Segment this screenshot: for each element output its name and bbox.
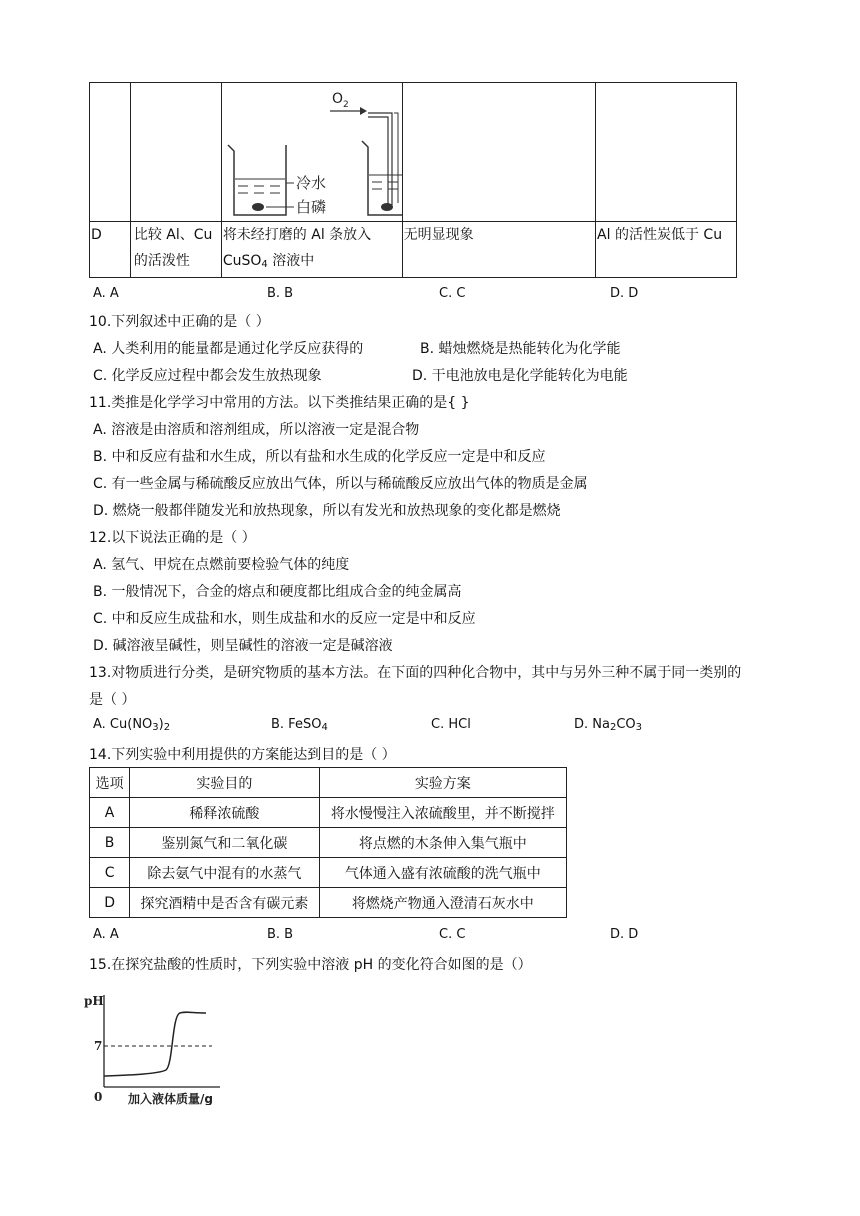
- q9-method-cell: 将未经打磨的 Al 条放入 CuSO$_4$ 溶液中: [221, 222, 402, 278]
- beaker-right: [362, 141, 402, 215]
- oxygen-tube: [368, 113, 392, 205]
- q9-option-cell: D: [90, 222, 131, 278]
- table-row: [90, 798, 567, 828]
- q11-option-a: A. 溶液是由溶质和溶剂组成，所以溶液一定是混合物: [93, 422, 420, 438]
- q9-figure-cell: [221, 83, 402, 222]
- q11-option-d: D. 燃烧一般都伴随发光和放热现象，所以有发光和放热现象的变化都是燃烧: [93, 503, 561, 519]
- graph-origin: 0: [94, 1090, 103, 1104]
- q9-table: [89, 82, 737, 278]
- table-header-cell: 实验目的: [130, 768, 319, 798]
- graph-y-tick-7: 7: [94, 1039, 103, 1053]
- q14-option-c: C. C: [439, 927, 466, 942]
- q13-option-b: B. FeSO$_4$: [271, 717, 328, 733]
- table-cell: 鉴别氮气和二氧化碳: [130, 828, 319, 858]
- q10-option-d: D. 干电池放电是化学能转化为电能: [412, 368, 628, 384]
- table-cell: C: [90, 858, 130, 888]
- table-cell: 除去氨气中混有的水蒸气: [130, 858, 319, 888]
- table-cell: 将点燃的木条伸入集气瓶中: [319, 828, 566, 858]
- table-row: [90, 828, 567, 858]
- q11-stem: 11.类推是化学学习中常用的方法。以下类推结果正确的是{ }: [89, 395, 470, 411]
- table-row: [90, 858, 567, 888]
- q12-option-a: A. 氢气、甲烷在点燃前要检验气体的纯度: [93, 557, 350, 573]
- q14-option-d: D. D: [610, 927, 639, 942]
- table-cell: B: [90, 828, 130, 858]
- q14-table: [89, 767, 567, 918]
- table-header-row: [90, 768, 567, 798]
- q15-stem: 15.在探究盐酸的性质时，下列实验中溶液 pH 的变化符合如图的是（）: [89, 957, 532, 973]
- cold-water-label: 冷水: [295, 174, 326, 192]
- ph-curve: [104, 1012, 206, 1076]
- q9-option-c: C. C: [439, 286, 466, 301]
- q9-cell-empty: [130, 83, 221, 222]
- q12-option-b: B. 一般情况下，合金的熔点和硬度都比组成合金的纯金属高: [93, 584, 462, 600]
- q10-option-a: A. 人类利用的能量都是通过化学反应获得的: [93, 341, 364, 357]
- q9-option-b: B. B: [267, 286, 294, 301]
- q9-conclusion-cell: Al 的活性炭低于 Cu: [596, 222, 737, 278]
- q9-cell-empty: [596, 83, 737, 222]
- q13-stem-line2: 是（ ）: [89, 692, 136, 708]
- q13-option-c: C. HCl: [431, 717, 471, 732]
- table-cell: 将水慢慢注入浓硫酸里，并不断搅拌: [319, 798, 566, 828]
- q14-option-a: A. A: [93, 927, 119, 942]
- ph-curve-graph: [80, 985, 230, 1105]
- q12-option-d: D. 碱溶液呈碱性，则呈碱性的溶液一定是碱溶液: [93, 638, 393, 654]
- q13-stem-line1: 13.对物质进行分类，是研究物质的基本方法。在下面的四种化合物中，其中与另外三种不属于同一类别的: [89, 665, 742, 681]
- table-cell: 将燃烧产物通入澄清石灰水中: [319, 888, 566, 918]
- q9-option-a: A. A: [93, 286, 119, 301]
- q12-stem: 12.以下说法正确的是（ ）: [89, 530, 256, 546]
- q13-option-a: A. $Cu(NO_3)_2$: [93, 717, 171, 733]
- o2-label: $O_2$: [331, 91, 349, 110]
- q9-cell-empty: [402, 83, 595, 222]
- q10-option-b: B. 蜡烛燃烧是热能转化为化学能: [420, 341, 621, 357]
- q11-option-b: B. 中和反应有盐和水生成，所以有盐和水生成的化学反应一定是中和反应: [93, 449, 546, 465]
- graph-y-label: pH: [84, 994, 104, 1008]
- q14-stem: 14.下列实验中利用提供的方案能达到目的是（ ）: [89, 747, 396, 763]
- white-phosphorus-right: [381, 203, 393, 211]
- q9-cell-empty: [90, 83, 131, 222]
- q12-option-c: C. 中和反应生成盐和水，则生成盐和水的反应一定是中和反应: [93, 611, 476, 627]
- q9-option-d: D. D: [610, 286, 639, 301]
- phosphorus-experiment-figure: [222, 83, 402, 222]
- white-phosphorus-label: 白磷: [295, 198, 326, 216]
- table-header-cell: 实验方案: [319, 768, 566, 798]
- q11-option-c: C. 有一些金属与稀硫酸反应放出气体，所以与稀硫酸反应放出气体的物质是金属: [93, 476, 588, 492]
- table-cell: 气体通入盛有浓硫酸的洗气瓶中: [319, 858, 566, 888]
- table-cell: 探究酒精中是否含有碳元素: [130, 888, 319, 918]
- q10-stem: 10.下列叙述中正确的是（ ）: [89, 314, 270, 330]
- white-phosphorus-left: [252, 203, 264, 211]
- q9-purpose-cell: 比较 Al、Cu 的活泼性: [130, 222, 221, 278]
- graph-x-label: 加入液体质量/g: [128, 1092, 213, 1105]
- q14-option-b: B. B: [267, 927, 294, 942]
- table-row: [90, 888, 567, 918]
- table-cell: A: [90, 798, 130, 828]
- q10-option-c: C. 化学反应过程中都会发生放热现象: [93, 368, 322, 384]
- q9-phenomenon-cell: 无明显现象: [402, 222, 595, 278]
- table-header-cell: 选项: [90, 768, 130, 798]
- table-cell: D: [90, 888, 130, 918]
- q13-option-d: D. $Na_2CO_3$: [574, 717, 643, 733]
- table-cell: 稀释浓硫酸: [130, 798, 319, 828]
